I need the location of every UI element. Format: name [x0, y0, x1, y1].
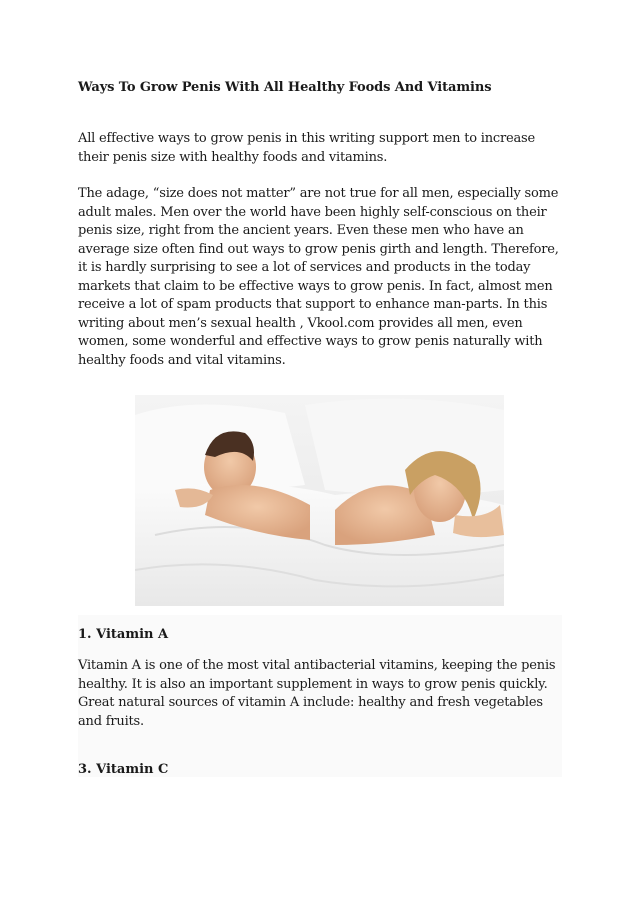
- article-title: Ways To Grow Penis With All Healthy Foods And Vitamins: [78, 80, 492, 95]
- section-heading-vitamin-c: 3. Vitamin C: [78, 762, 169, 777]
- couple-in-bed-photo: [135, 395, 504, 606]
- section-heading-vitamin-a: 1. Vitamin A: [78, 627, 169, 642]
- section-text-vitamin-a: Vitamin A is one of the most vital antibacterial vitamins, keeping the penis healthy. It is also an important supplement in ways to grow penis quickly. Great natural sources of vitamin A include: healthy and fresh vegetables and fruits.: [78, 658, 556, 729]
- intro-paragraph: All effective ways to grow penis in this writing support men to increase their penis size with healthy foods and vitamins.: [78, 131, 536, 165]
- body-paragraph: The adage, “size does not matter” are not true for all men, especially some adult males. Men over the world have been highly self-conscious on their penis size, right from the ancient years. Even these men who have an average size often find out ways to grow penis girth and length. Therefore, it is hardly surprising to see a lot of services and products in the today markets that claim to be effective ways to grow penis. In fact, almost men receive a lot of spam products that support to enhance man-parts. In this writing about men’s sexual health , Vkool.com provides all men, even women, some wonderful and effective ways to grow penis naturally with healthy foods and vital vitamins.: [78, 186, 559, 368]
